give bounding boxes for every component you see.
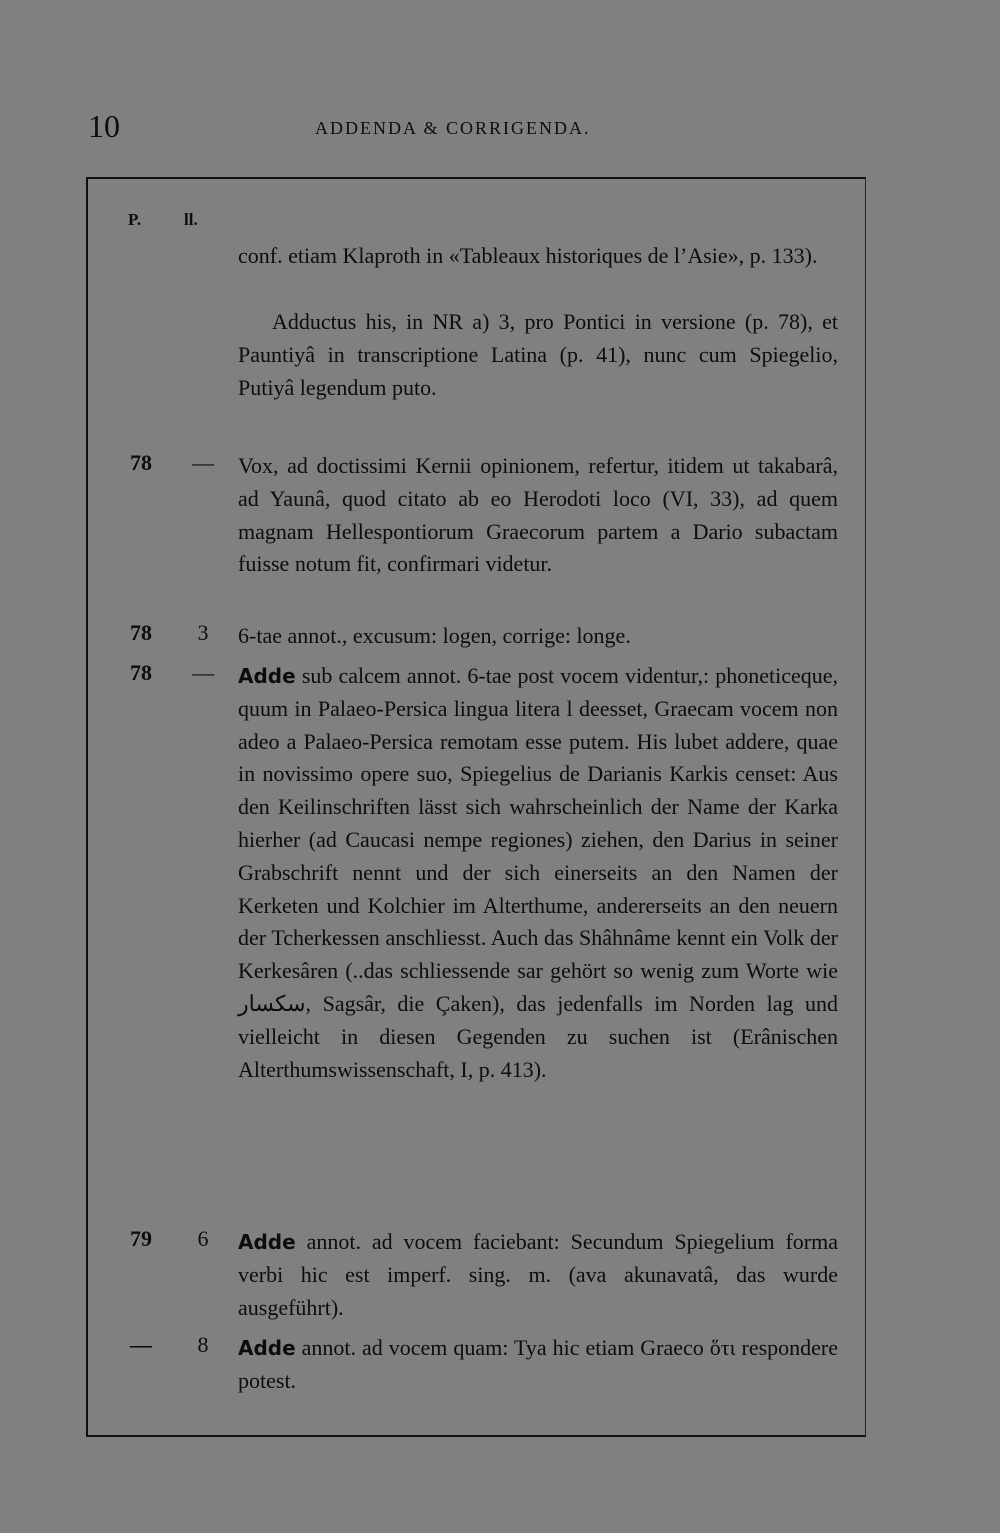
running-head: ADDENDA & CORRIGENDA. — [315, 118, 591, 138]
adde-lead: Adde — [238, 1230, 296, 1254]
entry-page-ref: 79 — [130, 1226, 152, 1251]
entry-line-ref: 6 — [197, 1226, 209, 1251]
entry-page-ref: 78 — [130, 450, 152, 475]
entry-body: sub calcem annot. 6-tae post vocem videntur,: phoneticeque, quum in Palaeo-Persica lingua litera l deesset, Graecam vocem non adeo a Palaeo-Persica remotam esse putem. His lubet addere, quae in novissimo opere suo, Spiegelius de Darianis Karkis censet: Aus den Keilinschriften lässt sich wahrscheinlich der Name der Karka hierher (ad Caucasi nempe regiones) ziehen, den Darius in seiner Grabschrift nennt und der sich einerseits an den Namen der Kerketen und Kolchier im Alterthume, andererseits an den neuern der Tcherkessen anschliesst. Auch das Shâhnâme kennt ein Volk der Kerkesâren (..das schliessende sar gehört so wenig zum Worte wie سكسار, Sagsâr, die Çaken), das jedenfalls im Norden lag und vielleicht in diesen Gegenden zu suchen ist (Erânischen Alterthumswissenschaft, I, p. 413). — [238, 663, 838, 1082]
continuation-paragraph-2: Adductus his, in NR a) 3, pro Pontici in versione (p. 78), et Pauntiyâ in transcriptione Latina (p. 41), nunc cum Spiegelio, Putiyâ legendum puto. — [238, 309, 838, 400]
entry-page-ref: — — [130, 1332, 152, 1357]
continuation-paragraph-1: conf. etiam Klaproth in «Tableaux historiques de l’Asie», p. 133). — [238, 243, 818, 268]
entry-page-ref: 78 — [130, 660, 152, 685]
entry-text — [238, 660, 838, 1086]
entry-body: annot. ad vocem quam: Tya hic etiam Graeco ὅτι respondere potest. — [238, 1335, 839, 1393]
page-column-label: P. — [128, 210, 142, 229]
page-number: 10 — [88, 108, 120, 144]
entry-body: annot. ad vocem faciebant: Secundum Spiegelium forma verbi hic est imperf. sing. m. (ava akunavatâ, das wurde ausgeführt). — [238, 1229, 839, 1320]
entry-line-ref: 3 — [197, 620, 209, 645]
entry-line-ref: — — [192, 660, 214, 685]
entry-page-ref: 78 — [130, 620, 152, 645]
entry-text — [238, 1226, 838, 1324]
entry-line-ref: 8 — [197, 1332, 209, 1357]
adde-lead: Adde — [238, 664, 296, 688]
entry-text: 6-tae annot., excusum: logen, corrige: longe. — [238, 623, 631, 648]
entry-text — [238, 1332, 838, 1398]
adde-lead: Adde — [238, 1336, 296, 1360]
entry-text: Vox, ad doctissimi Kernii opinionem, refertur, itidem ut takabarâ, ad Yaunâ, quod citato ab eo Herodoti loco (VI, 33), ad quem magnam Hellespontiorum Graecorum partem a Dario subactam fuisse notum fit, confirmari videtur. — [238, 453, 838, 577]
line-column-label: ll. — [184, 210, 198, 229]
entry-line-ref: — — [192, 450, 214, 475]
